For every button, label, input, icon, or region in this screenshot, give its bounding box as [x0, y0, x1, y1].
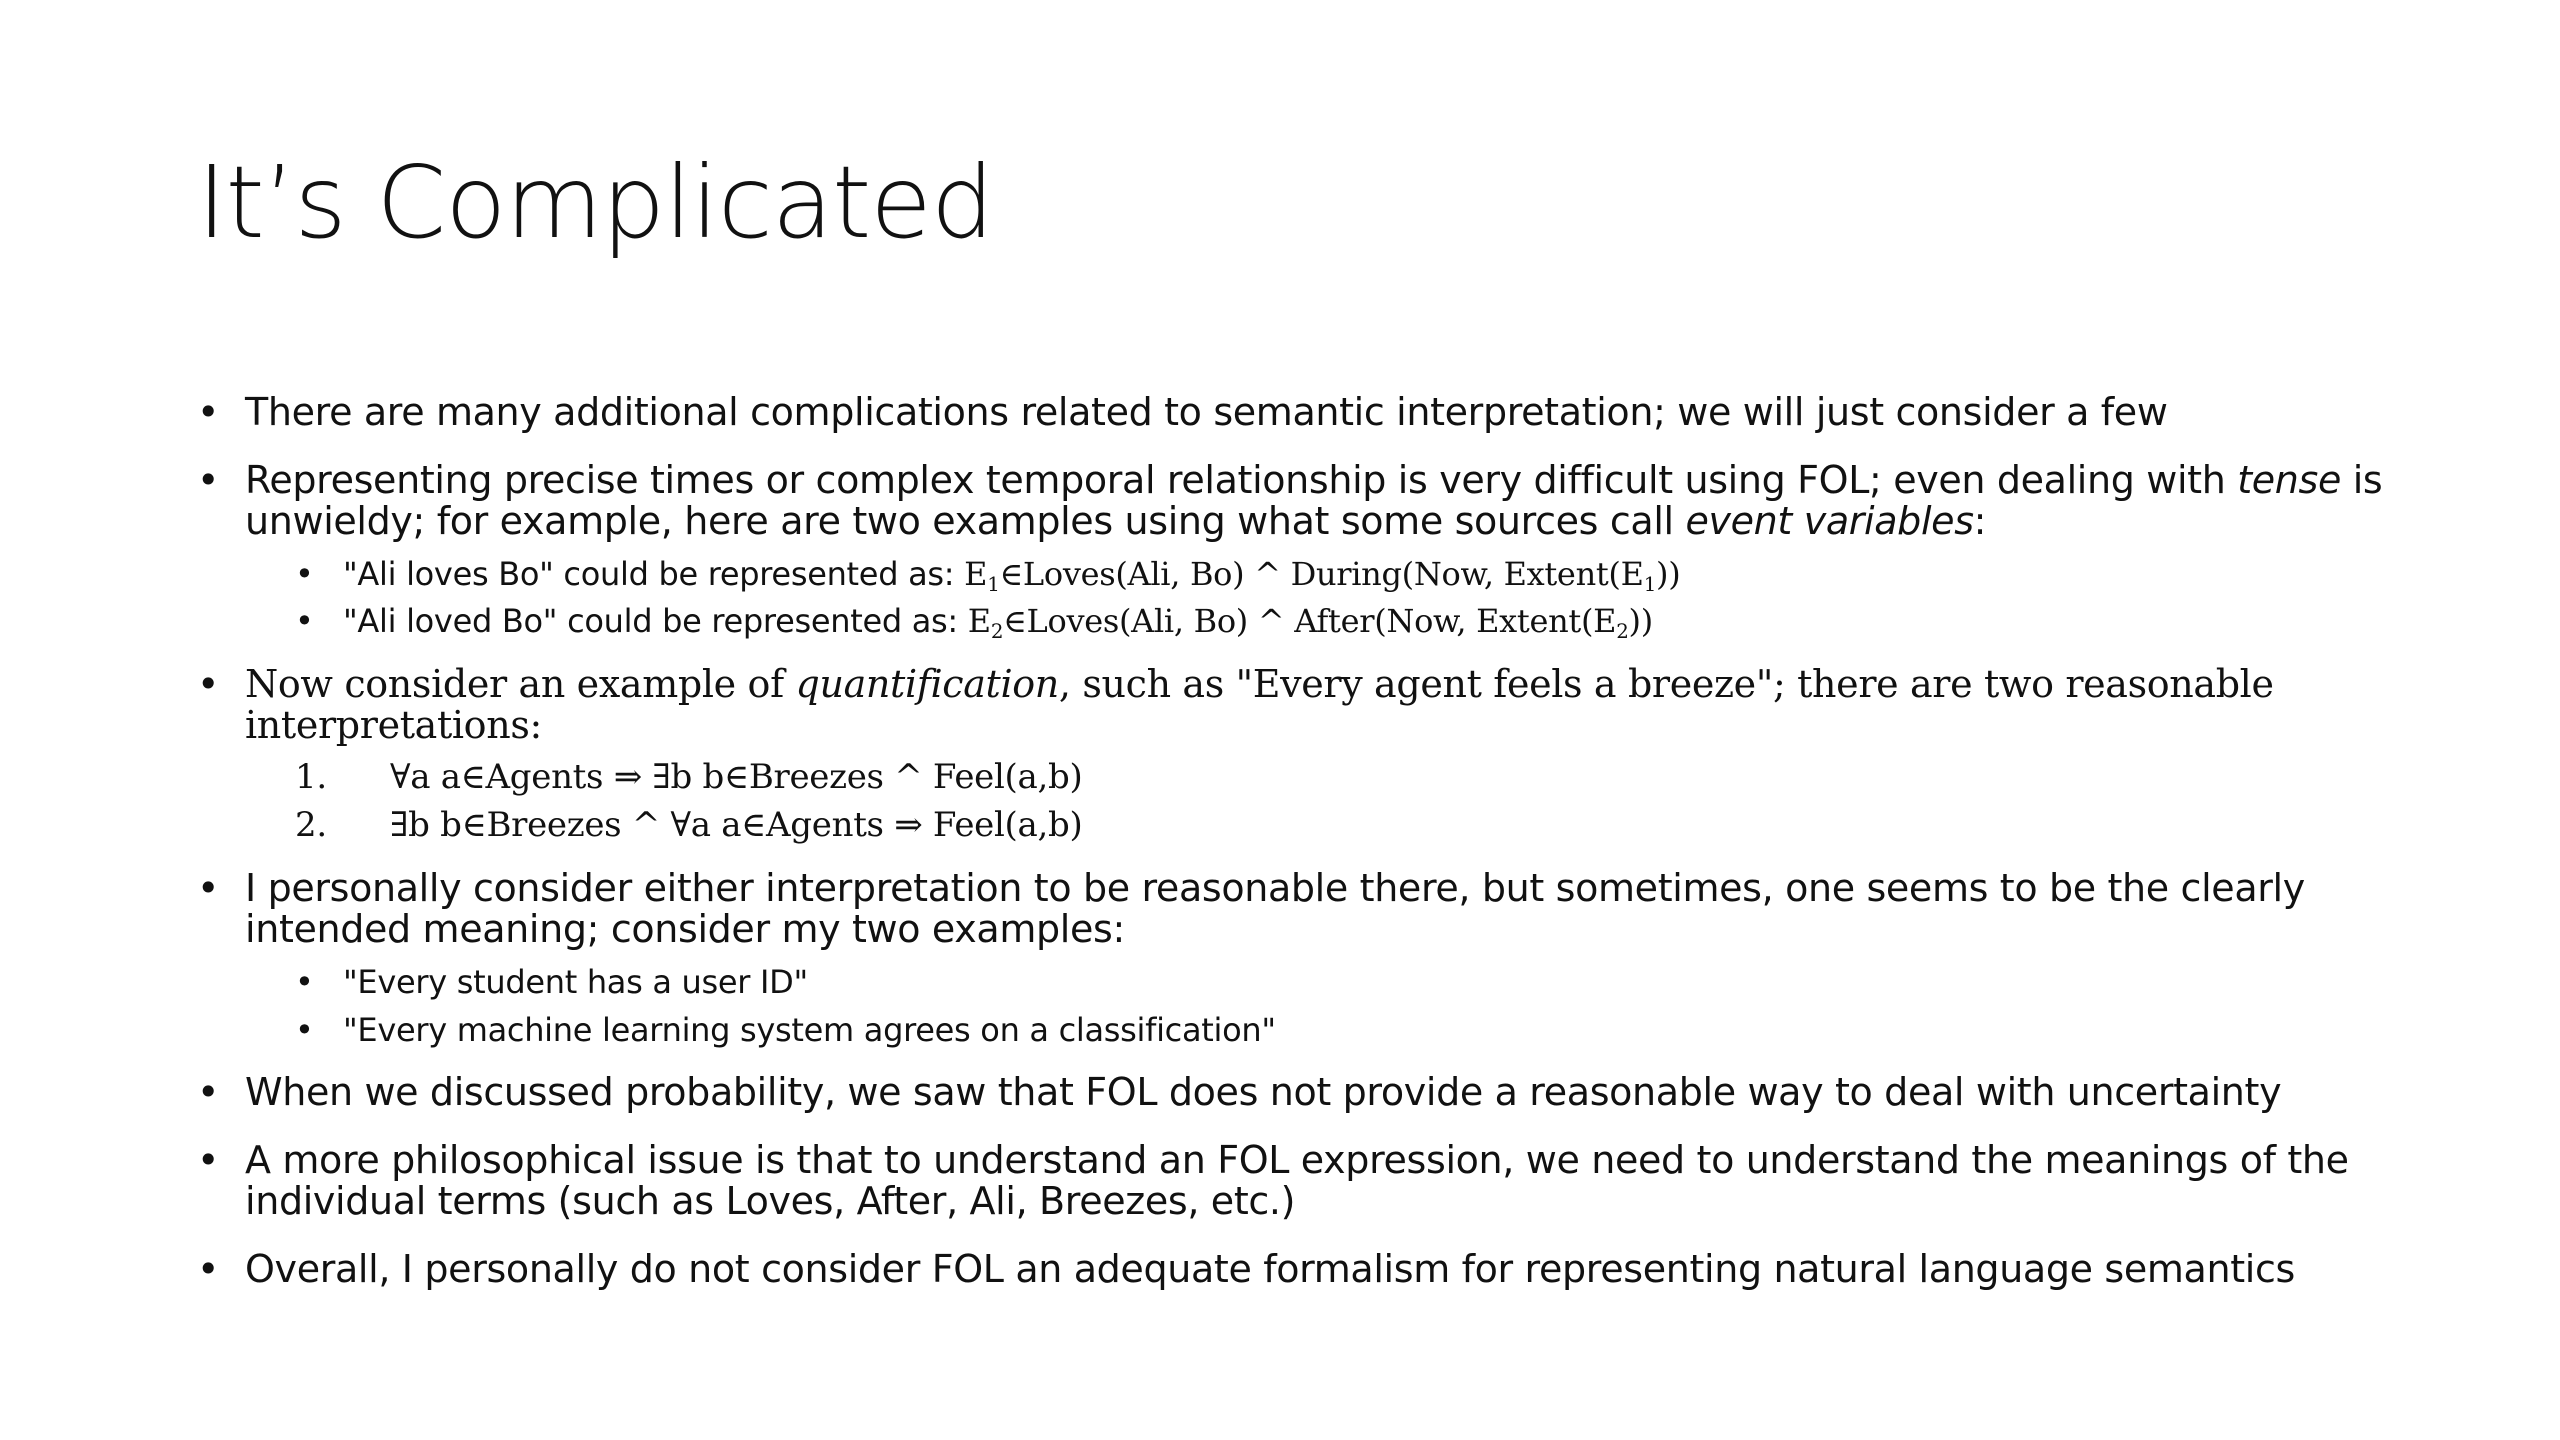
- bullet-item: [197, 868, 2437, 950]
- bullet-item: [197, 460, 2437, 542]
- sub-bullet-item: [295, 601, 2295, 641]
- text-run: :: [1973, 499, 1987, 543]
- text-run: is unwieldy; for example, here are two examples using what some sources call: [245, 458, 2383, 543]
- bullet-dot: •: [197, 866, 220, 910]
- bullet-item: [197, 1249, 2437, 1290]
- bullet-item: [197, 392, 2437, 433]
- text-run: "Ali loves Bo" could be represented as:: [343, 555, 965, 593]
- bullet-item: [197, 1140, 2437, 1222]
- formula: $E_1\in Loves(Ali$, Bo) ^ During(Now, $Extent(E_1)$): [964, 555, 1681, 596]
- number-marker: 2.: [295, 805, 327, 845]
- numbered-item: [295, 805, 1695, 845]
- sub-bullet-text: "Every machine learning system agrees on a classification": [343, 1011, 1276, 1049]
- bullet-dot: •: [295, 602, 314, 640]
- bullet-text: There are many additional complications related to semantic interpretation; we will just consider a few: [245, 390, 2168, 434]
- bullet-dot: •: [197, 1247, 220, 1291]
- sub-bullet-item: [295, 962, 2295, 1002]
- bullet-dot: •: [197, 1070, 220, 1114]
- formula: ∀a a∈Agents ⇒ ∃b b∈Breezes ^ Feel(a,b): [390, 757, 1083, 797]
- bullet-text: When we discussed probability, we saw that FOL does not provide a reasonable way to deal with uncertainty: [245, 1070, 2282, 1114]
- bullet-dot: •: [197, 458, 220, 502]
- numbered-item: [295, 757, 1695, 797]
- italic-term: quantification: [795, 662, 1059, 706]
- bullet-text: [245, 664, 2437, 746]
- sub-bullet-text: [343, 601, 2295, 641]
- italic-term: tense: [2237, 458, 2341, 502]
- text-run: Now consider an example of: [245, 662, 796, 706]
- bullet-text: A more philosophical issue is that to understand an FOL expression, we need to understand the meanings of the individual terms (such as Loves, After, Ali, Breezes, etc.): [245, 1138, 2349, 1223]
- bullet-text: I personally consider either interpretation to be reasonable there, but sometimes, one seems to be the clearly intended meaning; consider my two examples:: [245, 866, 2305, 951]
- sub-bullet-item: [295, 554, 2295, 594]
- bullet-dot: •: [295, 1011, 314, 1049]
- bullet-dot: •: [295, 555, 314, 593]
- number-marker: 1.: [295, 757, 327, 797]
- formula: ∃b b∈Breezes ^ ∀a a∈Agents ⇒ Feel(a,b): [390, 805, 1083, 845]
- bullet-text: [245, 460, 2437, 542]
- bullet-item: [197, 1072, 2437, 1113]
- bullet-dot: •: [197, 1138, 220, 1182]
- formula: $E_2\in Loves(Ali$, Bo) ^ After(Now, $Extent(E_2)$): [967, 602, 1653, 643]
- bullet-dot: •: [197, 390, 220, 434]
- bullet-item: [197, 664, 2437, 746]
- text-run: , such as "Every agent feels a breeze"; there are two reasonable interpretations:: [245, 662, 2274, 747]
- slide-title: It’s Complicated: [197, 144, 994, 261]
- bullet-text: Overall, I personally do not consider FOL an adequate formalism for representing natural language semantics: [245, 1247, 2295, 1291]
- sub-bullet-text: [343, 554, 2295, 594]
- bullet-dot: •: [197, 662, 220, 706]
- sub-bullet-item: [295, 1010, 2295, 1050]
- text-run: "Ali loved Bo" could be represented as:: [343, 602, 968, 640]
- text-run: Representing precise times or complex temporal relationship is very difficult using FOL; even dealing with: [245, 458, 2238, 502]
- sub-bullet-text: "Every student has a user ID": [343, 963, 808, 1001]
- italic-term: event variables: [1685, 499, 1974, 543]
- bullet-dot: •: [295, 963, 314, 1001]
